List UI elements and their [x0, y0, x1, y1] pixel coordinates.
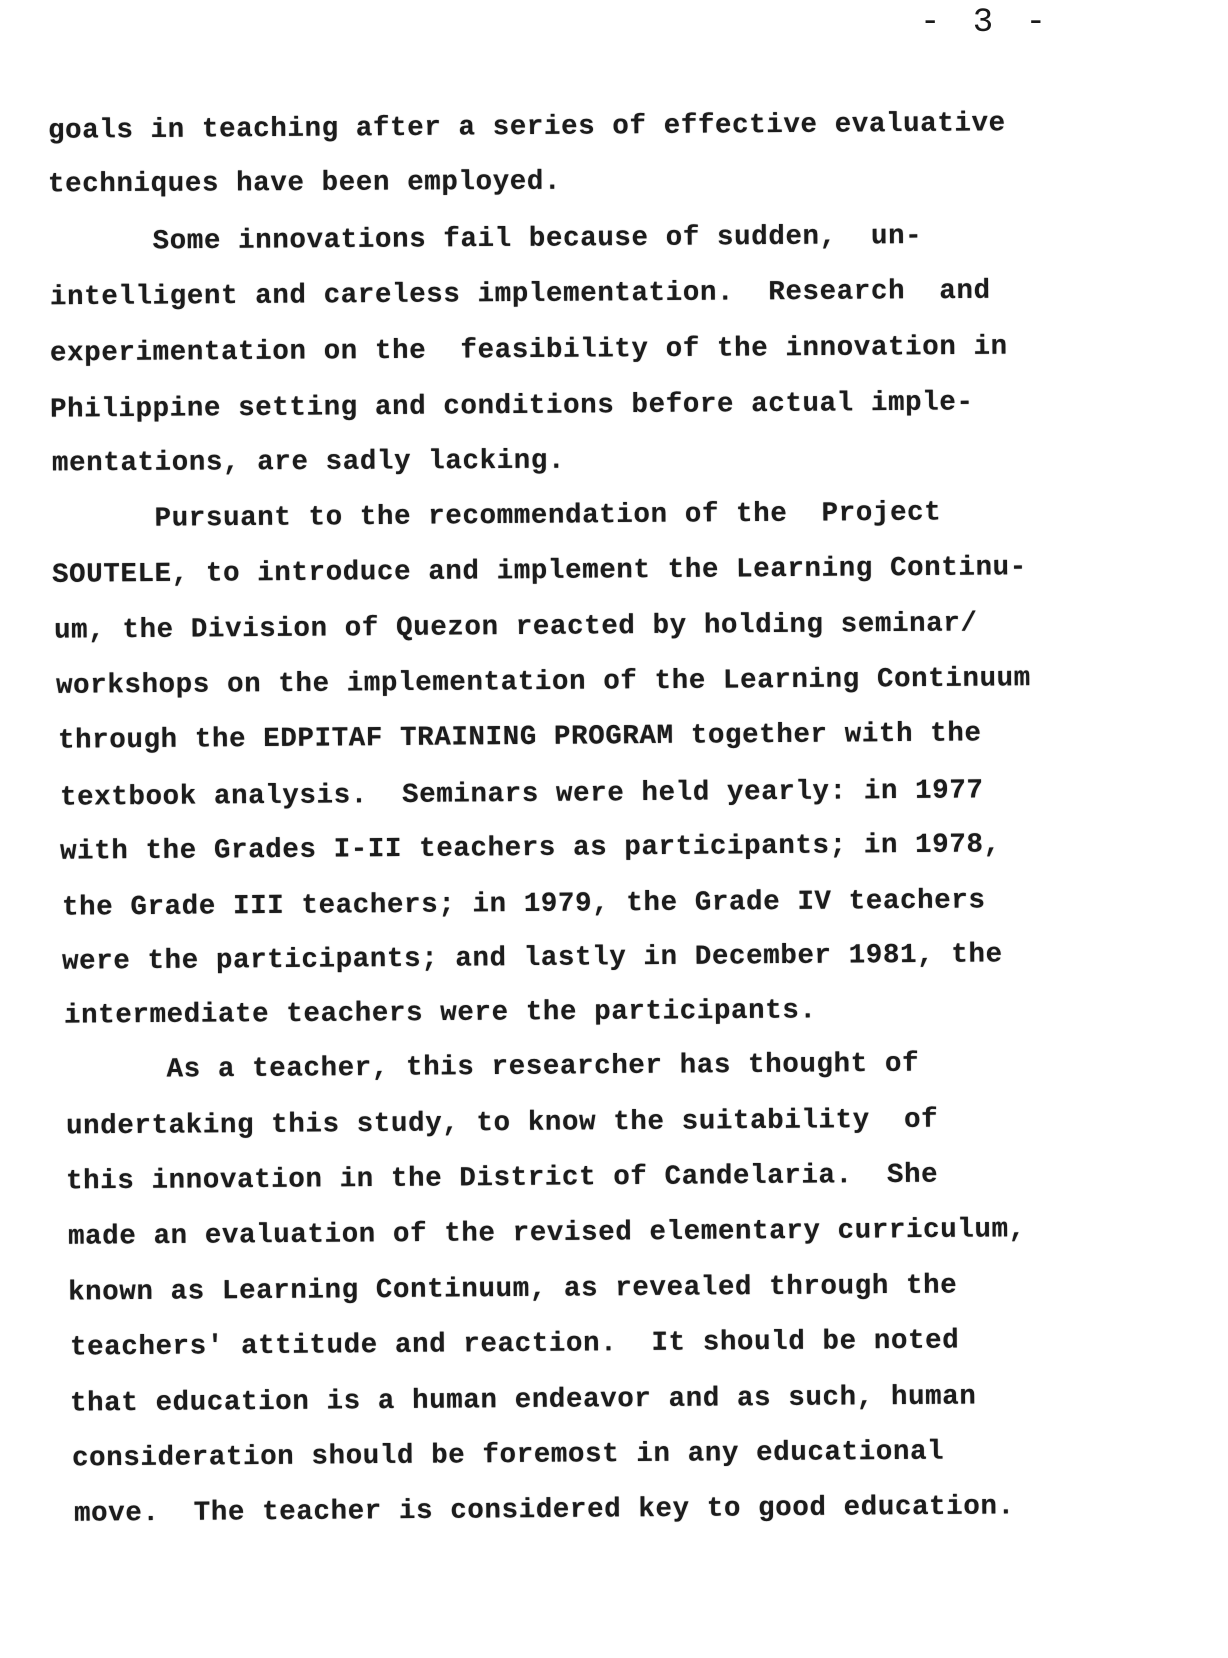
text-line: consideration should be foremost in any educational	[71, 1436, 945, 1475]
text-line: made an evaluation of the revised elementary curriculum,	[67, 1214, 1026, 1253]
text-line: through the EDPITAF TRAINING PROGRAM together with the	[57, 718, 982, 757]
text-line: known as Learning Continuum, as revealed through the	[67, 1270, 958, 1309]
text-line: this innovation in the District of Candelaria. She	[65, 1159, 939, 1198]
text-line: that education is a human endeavor and as such, human	[69, 1381, 977, 1420]
text-line: were the participants; and lastly in December 1981, the	[61, 939, 1003, 978]
text-line: Philippine setting and conditions before actual imple-	[49, 387, 974, 426]
page-number: - 3 -	[920, 4, 1053, 42]
text-line: Some innovations fail because of sudden, un-	[49, 220, 923, 259]
text-line: goals in teaching after a series of effective evaluative	[47, 108, 1006, 147]
text-line: move. The teacher is considered key to good education.	[73, 1491, 1015, 1530]
text-line: intelligent and careless implementation. Research and	[49, 275, 991, 314]
text-line: As a teacher, this researcher has thought of	[63, 1048, 920, 1087]
text-line: techniques have been employed.	[47, 166, 562, 201]
text-line: SOUTELE, to introduce and implement the Learning Continu-	[51, 552, 1027, 591]
text-line: workshops on the implementation of the Learning Continuum	[55, 663, 1031, 702]
text-line: intermediate teachers were the participants.	[63, 995, 817, 1032]
text-line: with the Grades I-II teachers as participants; in 1978,	[59, 829, 1001, 868]
text-line: undertaking this study, to know the suitability of	[65, 1104, 939, 1143]
text-line: um, the Division of Quezon reacted by holding seminar/	[53, 608, 978, 647]
text-line: textbook analysis. Seminars were held yearly: in 1977	[59, 775, 984, 814]
text-line: mentations, are sadly lacking.	[51, 445, 566, 480]
text-line: teachers' attitude and reaction. It should be noted	[69, 1325, 960, 1364]
text-line: the Grade III teachers; in 1979, the Grade IV teachers	[61, 885, 986, 924]
text-line: Pursuant to the recommendation of the Project	[51, 497, 942, 536]
text-line: experimentation on the feasibility of the innovation in	[49, 331, 1008, 370]
